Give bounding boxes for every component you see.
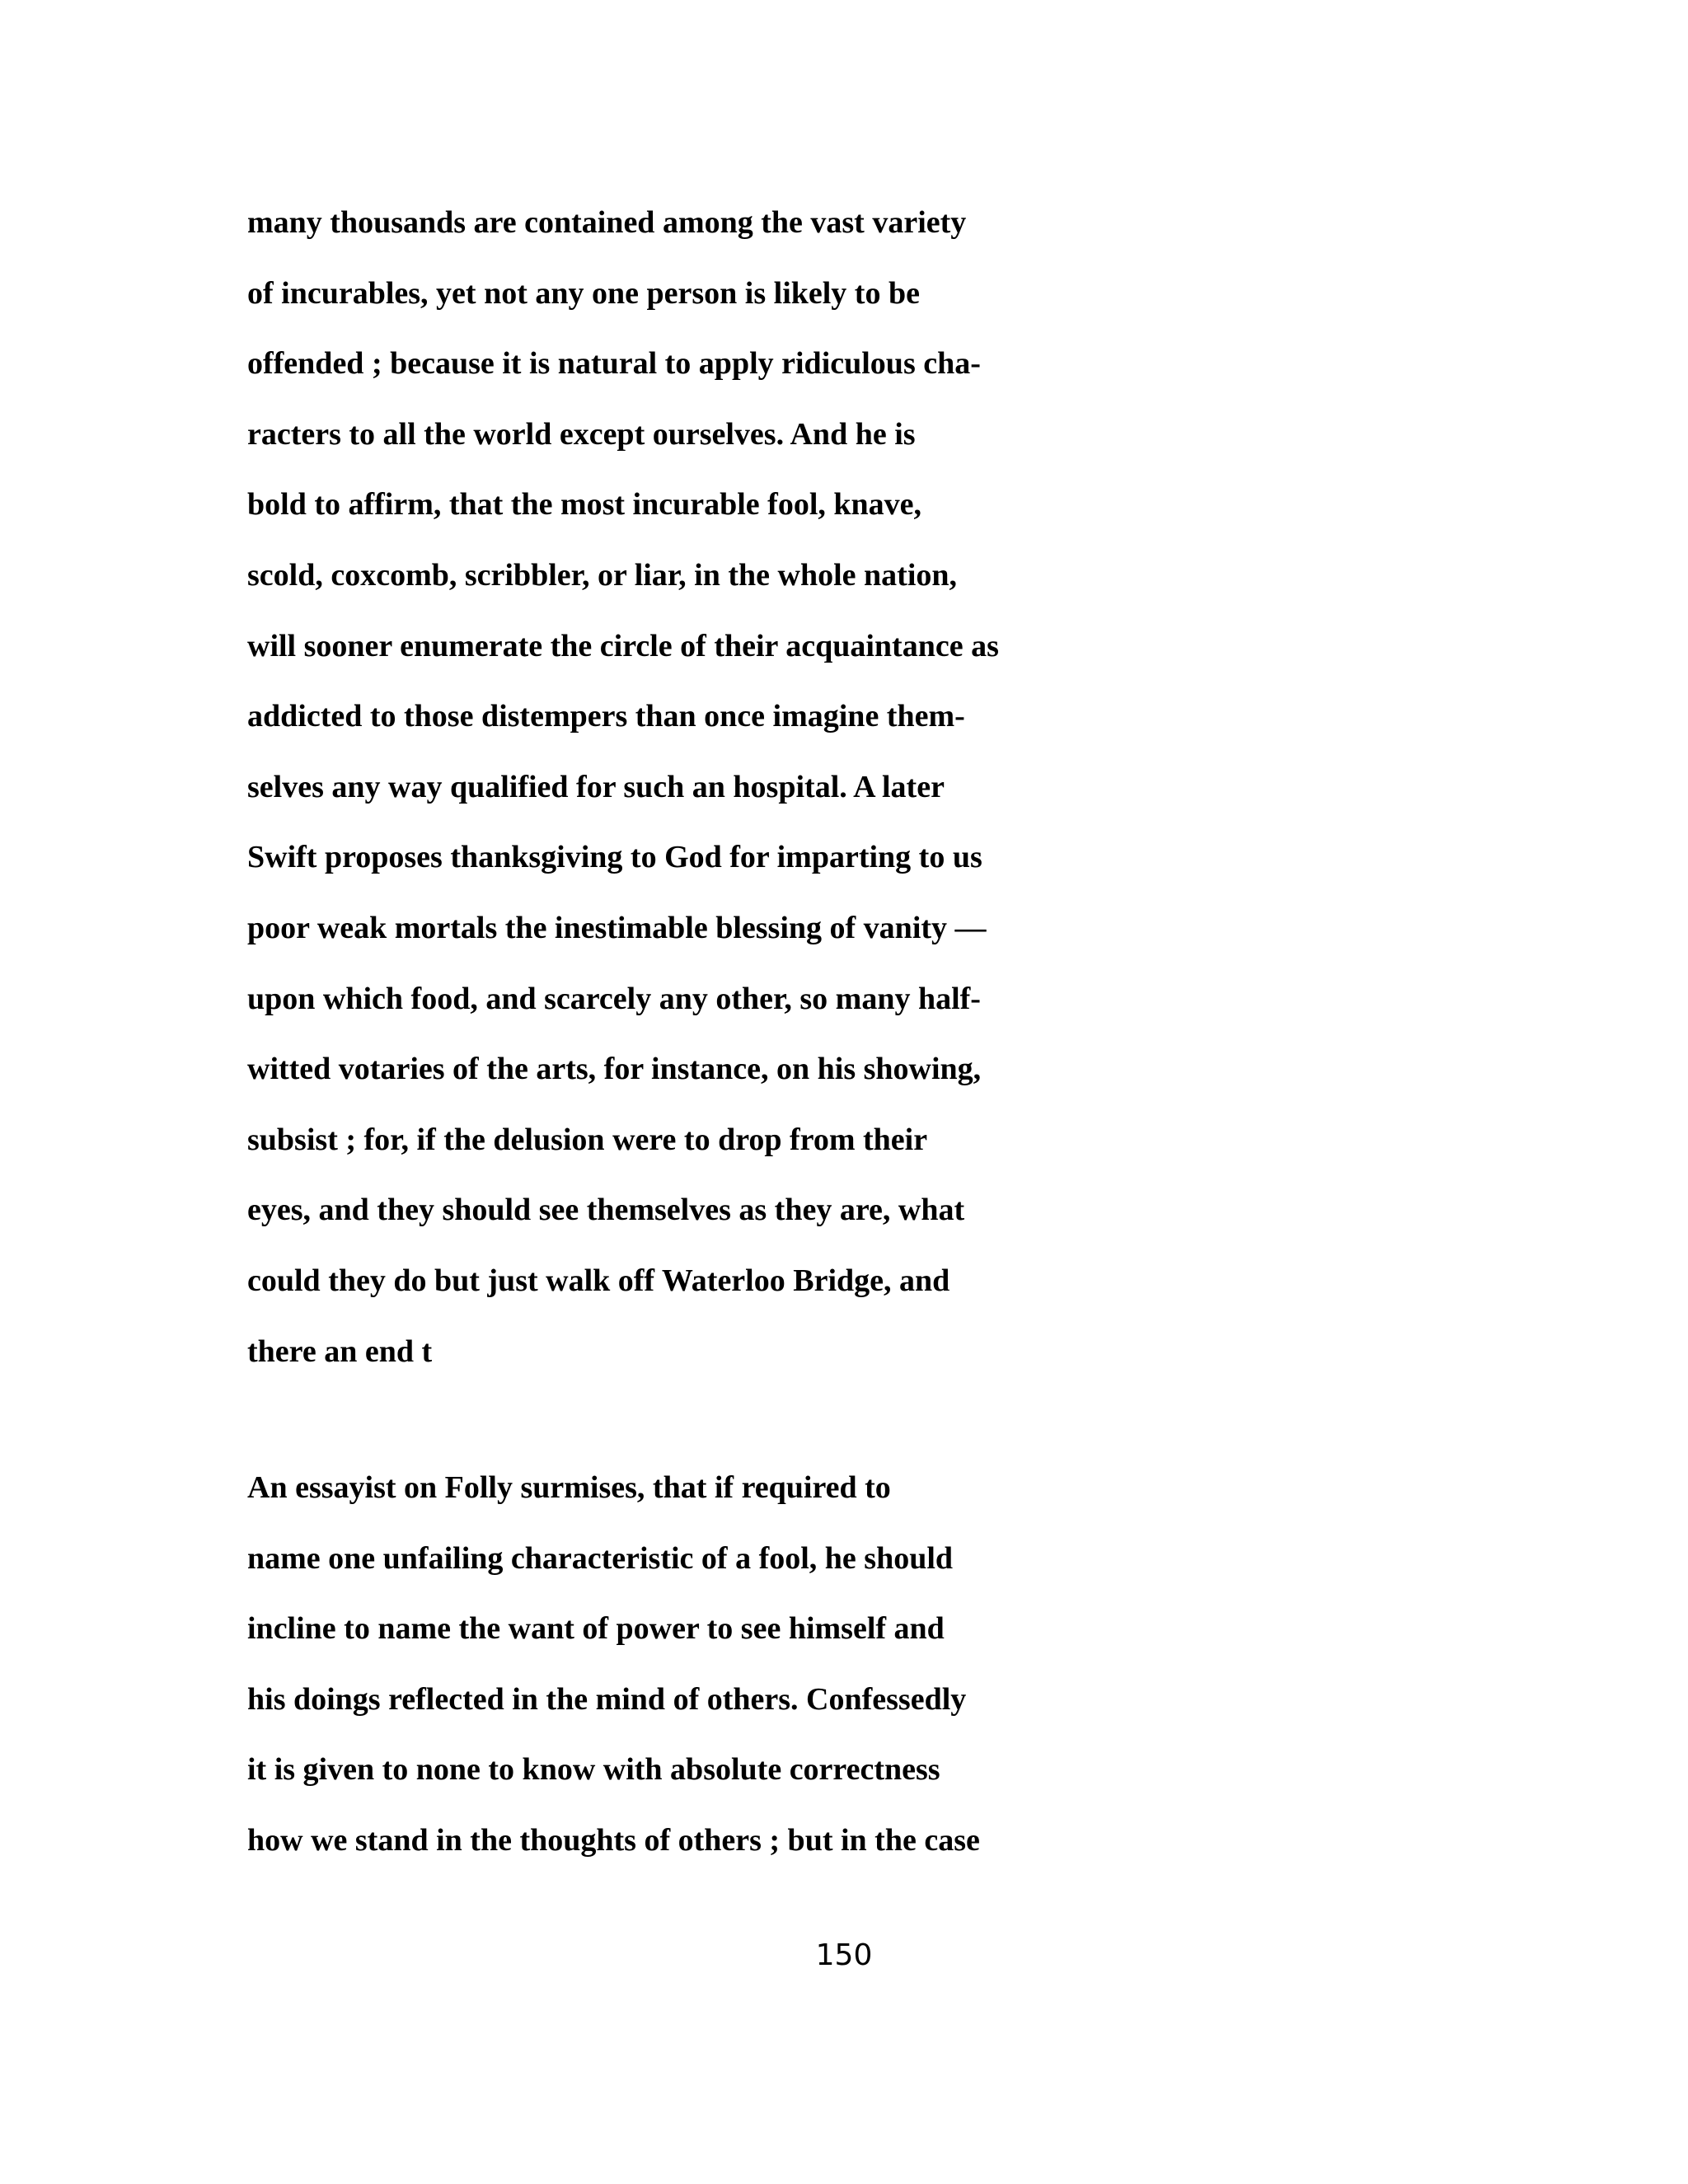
text-line: scold, coxcomb, scribbler, or liar, in the whole nation, bbox=[247, 557, 958, 593]
paragraph-1 bbox=[247, 188, 999, 1387]
text-line: witted votaries of the arts, for instance, on his showing, bbox=[247, 1052, 982, 1087]
text-line: selves any way qualified for such an hospital. A later bbox=[247, 769, 945, 804]
text-line: there an end t bbox=[247, 1333, 433, 1369]
text-line: poor weak mortals the inestimable blessing of vanity — bbox=[247, 910, 987, 945]
text-line: addicted to those distempers than once imagine them- bbox=[247, 699, 965, 734]
text-line: many thousands are contained among the vast variety bbox=[247, 205, 967, 240]
text-line: his doings reflected in the mind of others. Confessedly bbox=[247, 1681, 967, 1717]
page-number: 150 bbox=[815, 1938, 873, 1972]
text-line: name one unfailing characteristic of a fool, he should bbox=[247, 1540, 954, 1576]
text-line: it is given to none to know with absolute correctness bbox=[247, 1752, 940, 1788]
text-line: racters to all the world except ourselves. And he is bbox=[247, 416, 916, 452]
text-line: could they do but just walk off Waterloo Bridge, and bbox=[247, 1263, 950, 1298]
text-line: offended ; because it is natural to apply ridiculous cha- bbox=[247, 346, 981, 382]
text-line: eyes, and they should see themselves as they are, what bbox=[247, 1193, 965, 1228]
text-line: incline to name the want of power to see himself and bbox=[247, 1611, 945, 1647]
text-line: upon which food, and scarcely any other, so many half- bbox=[247, 981, 981, 1016]
text-line: An essayist on Folly surmises, that if required to bbox=[247, 1470, 891, 1505]
text-line: bold to affirm, that the most incurable fool, knave, bbox=[247, 487, 922, 523]
text-line: Swift proposes thanksgiving to God for imparting to us bbox=[247, 840, 982, 875]
text-line: of incurables, yet not any one person is likely to be bbox=[247, 275, 920, 311]
paragraph-2 bbox=[247, 1453, 980, 1877]
text-line: will sooner enumerate the circle of their acquaintance as bbox=[247, 628, 999, 663]
text-line: how we stand in the thoughts of others ; but in the case bbox=[247, 1822, 980, 1858]
text-line: subsist ; for, if the delusion were to drop from their bbox=[247, 1122, 928, 1157]
